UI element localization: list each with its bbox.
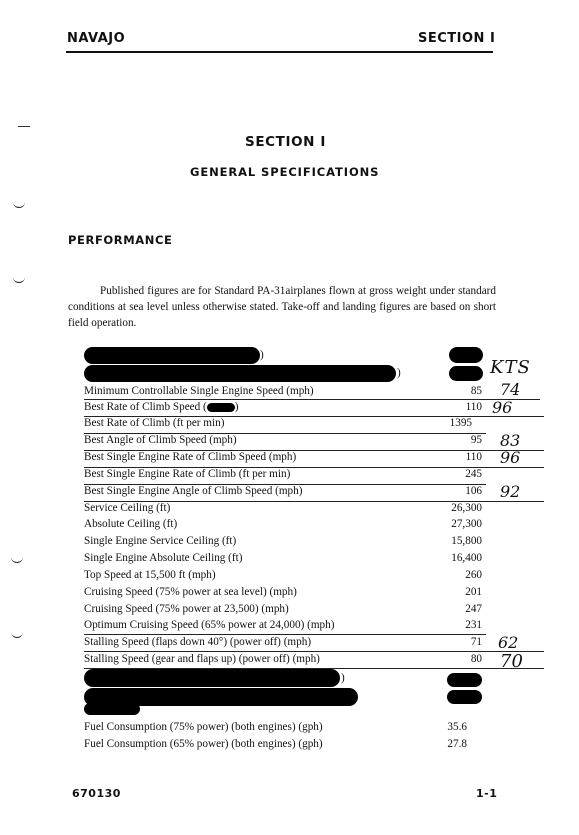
handwritten-kts-value: 92 [500, 482, 521, 501]
hand-underline [84, 416, 544, 417]
spec-label: Cruising Speed (75% power at sea level) (mph) [84, 586, 297, 598]
spec-row [84, 434, 484, 450]
margin-mark [11, 556, 23, 563]
spec-row [84, 401, 484, 417]
spec-label: Stalling Speed (gear and flaps up) (power off) (mph) [84, 653, 320, 665]
spec-value: 15,800 [451, 535, 482, 547]
spec-row [84, 417, 484, 433]
performance-heading: PERFORMANCE [68, 233, 173, 247]
redaction-bar [84, 347, 260, 364]
spec-row [84, 468, 484, 484]
hand-underline [84, 467, 544, 468]
spec-row [84, 518, 484, 534]
fuel-label: Fuel Consumption (65% power) (both engines) (gph) [84, 738, 323, 750]
redaction-bar [207, 403, 235, 412]
spec-row [84, 552, 484, 568]
redaction-bar [84, 703, 140, 715]
hand-underline [84, 651, 544, 652]
spec-row [84, 485, 484, 501]
spec-value: 231 [465, 619, 482, 631]
redaction-bar [84, 365, 396, 382]
spec-label: Best Single Engine Rate of Climb Speed (mph) [84, 451, 297, 463]
spec-label: Best Single Engine Rate of Climb (ft per min) [84, 468, 291, 480]
spec-value: 80 [470, 653, 482, 665]
spec-value: 27,300 [451, 518, 482, 530]
spec-label: Best Rate of Climb (ft per min) [84, 417, 225, 429]
handwritten-kts-value: 96 [500, 448, 521, 467]
hand-underline [84, 433, 486, 434]
handwritten-kts-value: 74 [500, 380, 521, 399]
hand-underline [84, 399, 540, 400]
margin-mark [11, 631, 23, 638]
hand-underline [84, 634, 486, 635]
spec-value: 110 [465, 451, 482, 463]
spec-row [84, 502, 484, 518]
spec-value: 106 [465, 485, 482, 497]
spec-value: 26,300 [451, 502, 482, 514]
handwritten-kts-value: 83 [500, 431, 521, 450]
spec-row [84, 569, 484, 585]
section-title: SECTION I [245, 134, 326, 150]
fuel-row [84, 721, 469, 737]
footer-page-number: 1-1 [476, 787, 498, 800]
spec-row [84, 636, 484, 652]
kts-handwritten-label: KTS [490, 357, 531, 378]
spec-label: Stalling Speed (flaps down 40°) (power off) (mph) [84, 636, 312, 648]
spec-value: 71 [470, 636, 482, 648]
spec-row [84, 586, 484, 602]
spec-label: Best Rate of Climb Speed ( ) [84, 401, 239, 413]
hand-underline [84, 484, 486, 485]
margin-mark [18, 126, 30, 127]
hand-underline [84, 450, 544, 451]
margin-mark [13, 276, 25, 283]
spec-value: 110 [465, 401, 482, 413]
spec-row [84, 603, 484, 619]
handwritten-kts-value: 70 [500, 651, 523, 672]
spec-label: Top Speed at 15,500 ft (mph) [84, 569, 216, 581]
spec-label: Optimum Cruising Speed (65% power at 24,000) (mph) [84, 619, 335, 631]
spec-value: 201 [465, 586, 482, 598]
fuel-row [84, 738, 469, 754]
intro-paragraph: Published figures are for Standard PA-31airplanes flown at gross weight under standard conditions at sea level unless otherwise stated. Take-off and landing figures are based on short field operation. [68, 285, 496, 329]
hand-underline [84, 501, 544, 502]
spec-value: 245 [465, 468, 482, 480]
redaction-bar [447, 673, 482, 687]
spec-value: 95 [470, 434, 482, 446]
spec-row [84, 653, 484, 669]
fuel-value: 27.8 [447, 738, 467, 750]
fuel-label: Fuel Consumption (75% power) (both engines) (gph) [84, 721, 323, 733]
redaction-bar [84, 669, 340, 687]
redaction-bar [449, 347, 483, 363]
spec-label: Service Ceiling (ft) [84, 502, 171, 514]
spec-row [84, 535, 484, 551]
handwritten-kts-value: 96 [492, 398, 513, 417]
handwritten-kts-value: 62 [498, 633, 519, 652]
spec-value: 1395 [449, 417, 472, 429]
spec-label: Single Engine Service Ceiling (ft) [84, 535, 237, 547]
header-rule [66, 51, 493, 53]
section-subtitle: GENERAL SPECIFICATIONS [190, 165, 380, 179]
footer-document-number: 670130 [72, 787, 121, 800]
spec-value: 247 [465, 603, 482, 615]
margin-mark [13, 201, 25, 208]
spec-row [84, 451, 484, 467]
spec-label: Absolute Ceiling (ft) [84, 518, 178, 530]
spec-value: 85 [470, 385, 482, 397]
running-header-left: NAVAJO [67, 31, 126, 46]
spec-label: Best Angle of Climb Speed (mph) [84, 434, 237, 446]
redacted-row-suffix: ) [341, 672, 345, 684]
redaction-bar [449, 366, 483, 381]
redaction-bar [447, 690, 482, 704]
running-header-right: SECTION I [418, 31, 496, 46]
spec-label: Minimum Controllable Single Engine Speed (mph) [84, 385, 314, 397]
redacted-row-suffix: ) [397, 367, 401, 379]
spec-value: 260 [465, 569, 482, 581]
spec-label: Cruising Speed (75% power at 23,500) (mph) [84, 603, 289, 615]
spec-label: Best Single Engine Angle of Climb Speed (mph) [84, 485, 303, 497]
spec-row [84, 619, 484, 635]
spec-label: Single Engine Absolute Ceiling (ft) [84, 552, 243, 564]
redacted-row-suffix: ) [260, 349, 264, 361]
spec-value: 16,400 [451, 552, 482, 564]
fuel-value: 35.6 [447, 721, 467, 733]
